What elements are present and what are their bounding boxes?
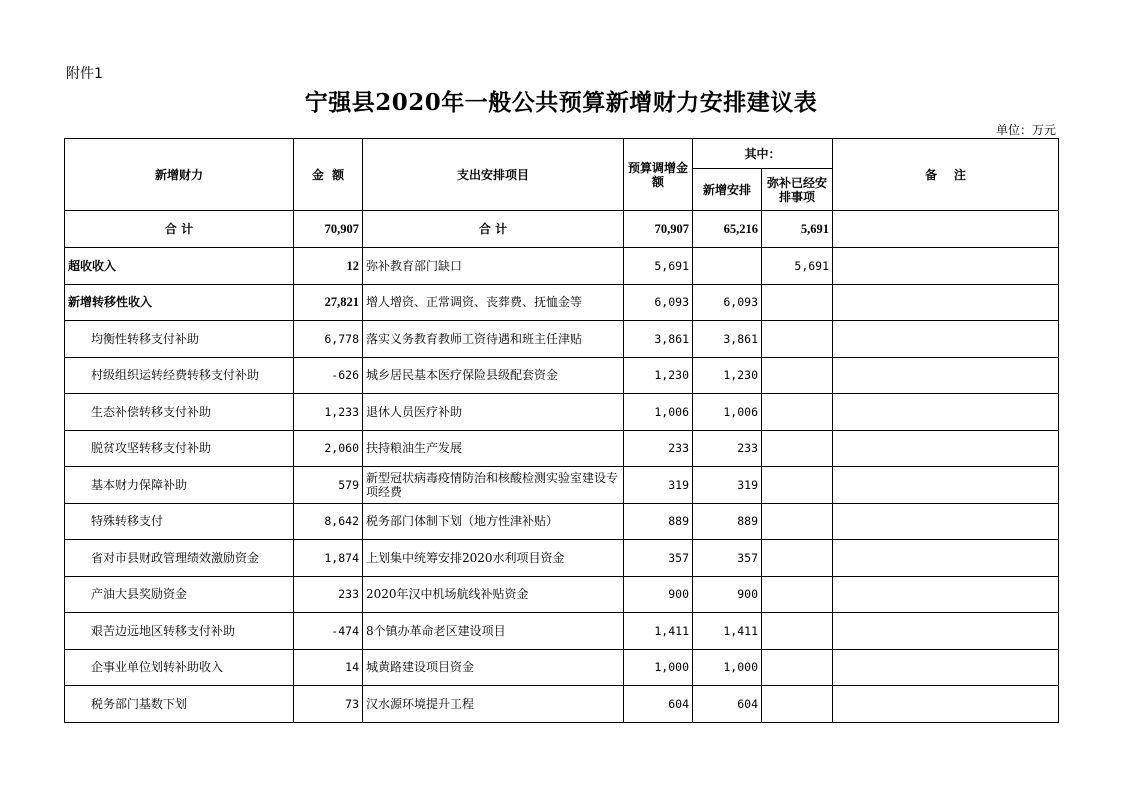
row-note bbox=[833, 357, 1059, 394]
row-adjust: 1,411 bbox=[624, 613, 693, 650]
row-source: 村级组织运转经费转移支付补助 bbox=[65, 357, 294, 394]
row-note bbox=[833, 467, 1059, 504]
row-amount: 12 bbox=[294, 248, 363, 285]
header-offset: 弥补已经安排事项 bbox=[762, 169, 833, 211]
attachment-label: 附件1 bbox=[66, 66, 103, 82]
table-row bbox=[65, 686, 1059, 723]
budget-table bbox=[64, 138, 1059, 723]
table-row bbox=[65, 540, 1059, 577]
total-offset: 5,691 bbox=[762, 211, 833, 248]
row-amount: 8,642 bbox=[294, 503, 363, 540]
row-source: 产油大县奖励资金 bbox=[65, 576, 294, 613]
row-new-arrangement: 1,006 bbox=[693, 394, 762, 431]
row-new-arrangement bbox=[693, 248, 762, 285]
row-new-arrangement: 3,861 bbox=[693, 321, 762, 358]
row-project: 2020年汉中机场航线补贴资金 bbox=[363, 576, 624, 613]
row-adjust: 6,093 bbox=[624, 284, 693, 321]
table-row bbox=[65, 649, 1059, 686]
row-note bbox=[833, 321, 1059, 358]
header-project: 支出安排项目 bbox=[363, 139, 624, 211]
row-source: 税务部门基数下划 bbox=[65, 686, 294, 723]
row-new-arrangement: 233 bbox=[693, 430, 762, 467]
row-new-arrangement: 1,000 bbox=[693, 649, 762, 686]
row-new-arrangement: 1,411 bbox=[693, 613, 762, 650]
row-project: 汉水源环境提升工程 bbox=[363, 686, 624, 723]
table-row bbox=[65, 357, 1059, 394]
row-adjust: 233 bbox=[624, 430, 693, 467]
row-project: 8个镇办革命老区建设项目 bbox=[363, 613, 624, 650]
row-offset bbox=[762, 649, 833, 686]
row-note bbox=[833, 248, 1059, 285]
row-adjust: 889 bbox=[624, 503, 693, 540]
row-project: 落实义务教育教师工资待遇和班主任津贴 bbox=[363, 321, 624, 358]
row-amount: -626 bbox=[294, 357, 363, 394]
row-source: 均衡性转移支付补助 bbox=[65, 321, 294, 358]
row-source: 省对市县财政管理绩效激励资金 bbox=[65, 540, 294, 577]
row-adjust: 357 bbox=[624, 540, 693, 577]
row-amount: 233 bbox=[294, 576, 363, 613]
row-adjust: 900 bbox=[624, 576, 693, 613]
row-project: 增人增资、正常调资、丧葬费、抚恤金等 bbox=[363, 284, 624, 321]
header-new-arrangement: 新增安排 bbox=[693, 169, 762, 211]
row-amount: 579 bbox=[294, 467, 363, 504]
total-adjust: 70,907 bbox=[624, 211, 693, 248]
row-offset bbox=[762, 430, 833, 467]
row-new-arrangement: 6,093 bbox=[693, 284, 762, 321]
row-offset bbox=[762, 540, 833, 577]
row-amount: 6,778 bbox=[294, 321, 363, 358]
row-offset bbox=[762, 686, 833, 723]
row-source: 特殊转移支付 bbox=[65, 503, 294, 540]
total-label-left: 合 计 bbox=[65, 211, 294, 248]
row-amount: 1,233 bbox=[294, 394, 363, 431]
row-new-arrangement: 319 bbox=[693, 467, 762, 504]
row-adjust: 604 bbox=[624, 686, 693, 723]
row-note bbox=[833, 576, 1059, 613]
row-amount: 2,060 bbox=[294, 430, 363, 467]
table-row bbox=[65, 321, 1059, 358]
header-source: 新增财力 bbox=[65, 139, 294, 211]
row-amount: 1,874 bbox=[294, 540, 363, 577]
row-new-arrangement: 604 bbox=[693, 686, 762, 723]
row-project: 扶持粮油生产发展 bbox=[363, 430, 624, 467]
row-offset bbox=[762, 503, 833, 540]
row-note bbox=[833, 394, 1059, 431]
header-row-top bbox=[65, 139, 1059, 169]
table-row bbox=[65, 284, 1059, 321]
header-amount: 金 额 bbox=[294, 139, 363, 211]
row-new-arrangement: 900 bbox=[693, 576, 762, 613]
header-group: 其中： bbox=[693, 139, 833, 169]
row-adjust: 1,000 bbox=[624, 649, 693, 686]
total-row bbox=[65, 211, 1059, 248]
row-amount: 27,821 bbox=[294, 284, 363, 321]
total-amount: 70,907 bbox=[294, 211, 363, 248]
row-adjust: 3,861 bbox=[624, 321, 693, 358]
row-source: 脱贫攻坚转移支付补助 bbox=[65, 430, 294, 467]
table-row bbox=[65, 430, 1059, 467]
row-adjust: 1,006 bbox=[624, 394, 693, 431]
row-adjust: 1,230 bbox=[624, 357, 693, 394]
row-note bbox=[833, 613, 1059, 650]
row-source: 艰苦边远地区转移支付补助 bbox=[65, 613, 294, 650]
row-offset bbox=[762, 321, 833, 358]
row-adjust: 319 bbox=[624, 467, 693, 504]
row-project: 税务部门体制下划（地方性津补贴） bbox=[363, 503, 624, 540]
table-row bbox=[65, 467, 1059, 504]
row-source: 新增转移性收入 bbox=[65, 284, 294, 321]
row-amount: -474 bbox=[294, 613, 363, 650]
row-adjust: 5,691 bbox=[624, 248, 693, 285]
row-offset bbox=[762, 284, 833, 321]
row-offset bbox=[762, 394, 833, 431]
row-amount: 14 bbox=[294, 649, 363, 686]
row-note bbox=[833, 284, 1059, 321]
row-amount: 73 bbox=[294, 686, 363, 723]
row-project: 城黄路建设项目资金 bbox=[363, 649, 624, 686]
table-row bbox=[65, 394, 1059, 431]
row-note bbox=[833, 430, 1059, 467]
row-source: 基本财力保障补助 bbox=[65, 467, 294, 504]
row-project: 弥补教育部门缺口 bbox=[363, 248, 624, 285]
row-offset: 5,691 bbox=[762, 248, 833, 285]
row-project: 退休人员医疗补助 bbox=[363, 394, 624, 431]
row-note bbox=[833, 503, 1059, 540]
table-row bbox=[65, 248, 1059, 285]
header-adjust: 预算调增金额 bbox=[624, 139, 693, 211]
row-source: 超收收入 bbox=[65, 248, 294, 285]
row-offset bbox=[762, 467, 833, 504]
row-note bbox=[833, 686, 1059, 723]
row-source: 企事业单位划转补助收入 bbox=[65, 649, 294, 686]
unit-label: 单位：万元 bbox=[995, 123, 1056, 137]
page-title: 宁强县2020年一般公共预算新增财力安排建议表 bbox=[304, 89, 818, 116]
row-offset bbox=[762, 576, 833, 613]
row-new-arrangement: 357 bbox=[693, 540, 762, 577]
row-project: 新型冠状病毒疫情防治和核酸检测实验室建设专项经费 bbox=[363, 467, 624, 504]
table-row bbox=[65, 613, 1059, 650]
table-row bbox=[65, 503, 1059, 540]
row-new-arrangement: 1,230 bbox=[693, 357, 762, 394]
row-project: 城乡居民基本医疗保险县级配套资金 bbox=[363, 357, 624, 394]
total-note bbox=[833, 211, 1059, 248]
row-project: 上划集中统筹安排2020水利项目资金 bbox=[363, 540, 624, 577]
row-note bbox=[833, 540, 1059, 577]
total-label-right: 合 计 bbox=[363, 211, 624, 248]
row-note bbox=[833, 649, 1059, 686]
header-note: 备 注 bbox=[833, 139, 1059, 211]
table-row bbox=[65, 576, 1059, 613]
row-offset bbox=[762, 357, 833, 394]
total-new-arrangement: 65,216 bbox=[693, 211, 762, 248]
row-new-arrangement: 889 bbox=[693, 503, 762, 540]
row-offset bbox=[762, 613, 833, 650]
row-source: 生态补偿转移支付补助 bbox=[65, 394, 294, 431]
